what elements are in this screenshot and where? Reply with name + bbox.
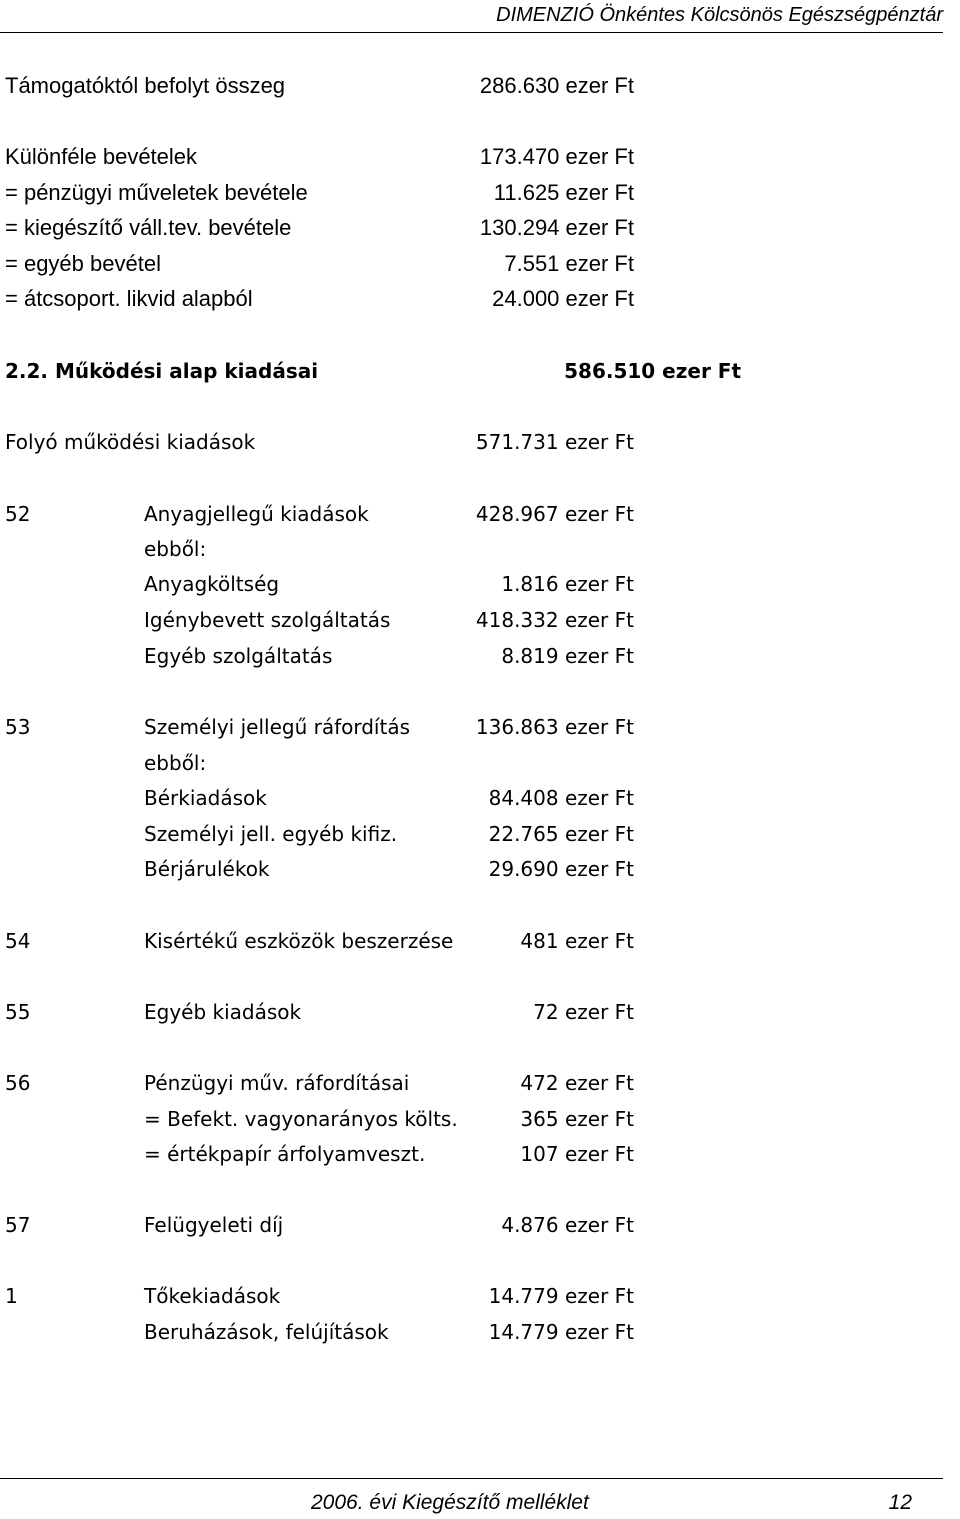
misc-income-label: Különféle bevételek bbox=[5, 144, 198, 169]
row-label: Egyéb szolgáltatás bbox=[144, 644, 333, 668]
row-value: 8.819 ezer Ft bbox=[501, 644, 634, 668]
row-label: Igénybevett szolgáltatás bbox=[144, 608, 391, 632]
section-total: 586.510 ezer Ft bbox=[564, 359, 741, 383]
row-value: 22.765 ezer Ft bbox=[488, 822, 634, 846]
row-label: = értékpapír árfolyamveszt. bbox=[144, 1142, 426, 1166]
row-value: 481 ezer Ft bbox=[520, 929, 634, 953]
row-code: 1 bbox=[5, 1284, 18, 1308]
row-value: 29.690 ezer Ft bbox=[488, 857, 634, 881]
row-label: Kisértékű eszközök beszerzése bbox=[144, 929, 454, 953]
supplementary-activity-value: 130.294 ezer Ft bbox=[479, 215, 634, 240]
section-title: 2.2. Működési alap kiadásai bbox=[5, 359, 319, 383]
row-label: Pénzügyi műv. ráfordításai bbox=[144, 1071, 410, 1095]
footer-text: 2006. évi Kiegészítő melléklet bbox=[311, 1491, 589, 1514]
row-label: Személyi jellegű ráfordítás bbox=[144, 715, 410, 739]
support-value: 286.630 ezer Ft bbox=[479, 73, 634, 98]
current-expenses-value: 571.731 ezer Ft bbox=[475, 430, 634, 454]
header-title: DIMENZIÓ Önkéntes Kölcsönös Egészségpénztár bbox=[496, 4, 943, 26]
other-income-value: 7.551 ezer Ft bbox=[504, 251, 634, 276]
row-label: Bérjárulékok bbox=[144, 857, 270, 881]
row-label: Személyi jell. egyéb kifiz. bbox=[144, 822, 398, 846]
row-value: 107 ezer Ft bbox=[520, 1142, 634, 1166]
current-expenses-label: Folyó működési kiadások bbox=[5, 430, 256, 454]
row-value: 472 ezer Ft bbox=[520, 1071, 634, 1095]
row-code: 54 bbox=[5, 929, 31, 953]
row-value: 14.779 ezer Ft bbox=[488, 1320, 634, 1344]
row-value: 418.332 ezer Ft bbox=[475, 608, 634, 632]
supplementary-activity-label: = kiegészítő váll.tev. bevétele bbox=[5, 215, 292, 240]
row-code: 56 bbox=[5, 1071, 31, 1095]
row-label: ebből: bbox=[144, 537, 207, 561]
row-value: 136.863 ezer Ft bbox=[475, 715, 634, 739]
row-value: 84.408 ezer Ft bbox=[488, 786, 634, 810]
row-label: Anyagköltség bbox=[144, 572, 280, 596]
row-label: Tőkekiadások bbox=[144, 1284, 281, 1308]
page-header bbox=[0, 0, 943, 33]
page-number: 12 bbox=[888, 1491, 912, 1514]
row-value: 428.967 ezer Ft bbox=[475, 502, 634, 526]
row-value: 4.876 ezer Ft bbox=[501, 1213, 634, 1237]
misc-income-value: 173.470 ezer Ft bbox=[479, 144, 634, 169]
row-code: 55 bbox=[5, 1000, 31, 1024]
row-code: 57 bbox=[5, 1213, 31, 1237]
row-label: Beruházások, felújítások bbox=[144, 1320, 389, 1344]
row-value: 365 ezer Ft bbox=[520, 1107, 634, 1131]
transfer-label: = átcsoport. likvid alapból bbox=[5, 286, 253, 311]
support-label: Támogatóktól befolyt összeg bbox=[5, 73, 286, 98]
row-value: 72 ezer Ft bbox=[533, 1000, 634, 1024]
row-label: ebből: bbox=[144, 751, 207, 775]
row-label: Bérkiadások bbox=[144, 786, 267, 810]
row-label: = Befekt. vagyonarányos költs. bbox=[144, 1107, 458, 1131]
row-value: 1.816 ezer Ft bbox=[501, 572, 634, 596]
row-label: Felügyeleti díj bbox=[144, 1213, 284, 1237]
row-code: 53 bbox=[5, 715, 31, 739]
page-footer bbox=[0, 1478, 943, 1519]
row-label: Anyagjellegű kiadások bbox=[144, 502, 369, 526]
row-label: Egyéb kiadások bbox=[144, 1000, 302, 1024]
financial-income-value: 11.625 ezer Ft bbox=[493, 180, 634, 205]
row-value: 14.779 ezer Ft bbox=[488, 1284, 634, 1308]
financial-income-label: = pénzügyi műveletek bevétele bbox=[5, 180, 308, 205]
row-code: 52 bbox=[5, 502, 31, 526]
transfer-value: 24.000 ezer Ft bbox=[492, 286, 634, 311]
other-income-label: = egyéb bevétel bbox=[5, 251, 161, 276]
